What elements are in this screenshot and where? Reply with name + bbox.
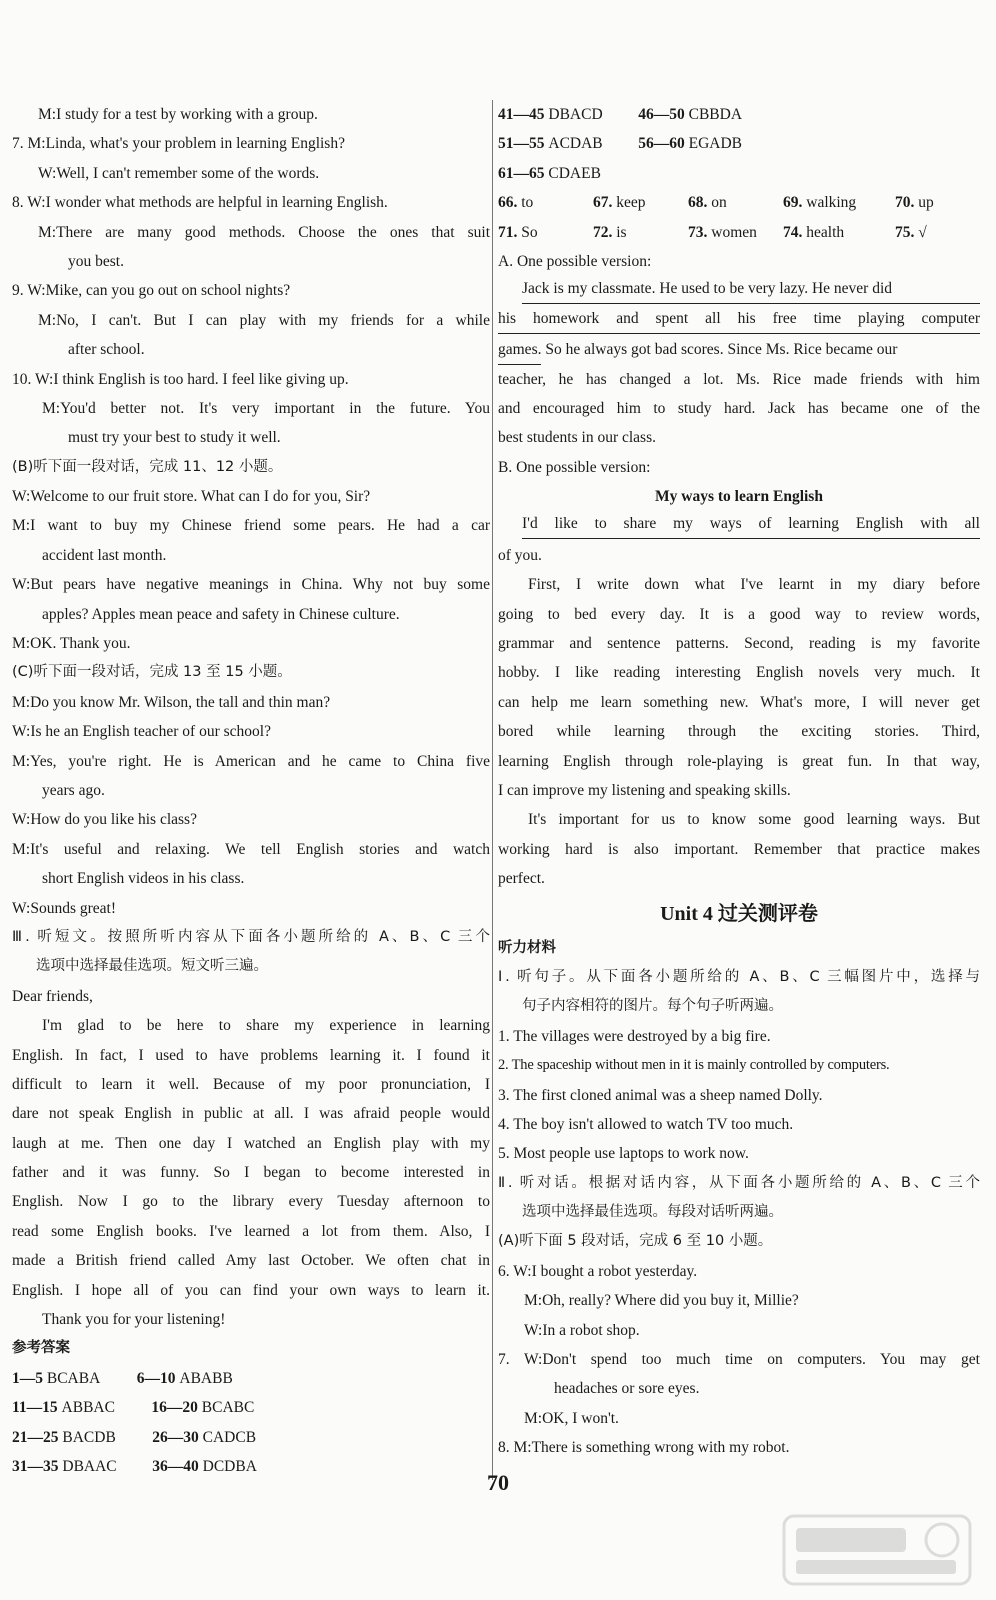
section-instruction: Ⅲ. 听短文。按照所听内容从下面各小题所给的 A、B、C 三个 xyxy=(12,928,490,945)
underlined-text: Jack is my classmate. He used to be very lazy. He never did xyxy=(522,276,980,304)
essay-line: going to bed every day. It is a good way to review words, xyxy=(498,605,980,623)
essay-line: It's important for us to know some good learning ways. But xyxy=(528,811,980,829)
answer-range: 56—60 xyxy=(638,135,685,153)
dialogue-line: M:There are many good methods. Choose the ones that suit xyxy=(38,223,490,241)
passage-line: I'm glad to be here to share my experience in learning xyxy=(42,1017,490,1035)
answer-range: 36—40 xyxy=(152,1457,199,1475)
essay-line: can help me learn something new. What's more, I will never get xyxy=(498,693,980,711)
dialogue-line: years ago. xyxy=(42,781,105,799)
answer-letters: BACDB xyxy=(62,1428,116,1446)
dialogue-line: you best. xyxy=(68,252,124,270)
passage-line: made a British friend called Amy last October. We often chat in xyxy=(12,1252,490,1270)
answer-row xyxy=(498,159,980,188)
answer-row xyxy=(498,129,980,158)
answer-range: 51—55 xyxy=(498,135,545,153)
section-instruction: 选项中选择最佳选项。每段对话听两遍。 xyxy=(522,1204,783,1221)
essay-line: grammar and sentence patterns. Second, reading is my favorite xyxy=(498,635,980,653)
answer-range: 61—65 xyxy=(498,164,545,182)
dialogue-line: headaches or sore eyes. xyxy=(554,1380,700,1398)
listening-sentence: 5. Most people use laptops to work now. xyxy=(498,1145,749,1163)
answer-row xyxy=(498,100,980,129)
essay-line xyxy=(498,511,980,540)
underlined-text: of you. xyxy=(498,543,542,570)
essay-line: working hard is also important. Remember that practice makes xyxy=(498,840,980,858)
answer-letters: ABABB xyxy=(179,1369,233,1387)
page-number: 70 xyxy=(487,1470,509,1495)
underlined-text: games. xyxy=(498,337,541,364)
answer-letters: BCABA xyxy=(46,1369,101,1387)
passage-line: English. Now I go to the library every Tuesday afternoon to xyxy=(12,1193,490,1211)
answer-letters: DBAAC xyxy=(62,1457,117,1475)
answer-range: 41—45 xyxy=(498,106,545,123)
essay-line xyxy=(498,276,980,305)
essay-line: First, I write down what I've learnt in my diary before xyxy=(528,576,980,594)
dialogue-line: M:You'd better not. It's very important in the future. You xyxy=(42,399,490,417)
essay-title xyxy=(498,482,980,511)
underlined-text: I'd like to share my ways of learning English with all xyxy=(522,511,980,539)
fill-answer: 73. women xyxy=(688,223,757,241)
section-instruction: (C)听下面一段对话，完成 13 至 15 小题。 xyxy=(12,664,292,681)
watermark-logo xyxy=(782,1514,972,1586)
fill-answer: 70. up xyxy=(895,194,934,212)
section-instruction: 句子内容相符的图片。每个句子听两遍。 xyxy=(522,998,783,1015)
section-heading: 听力材料 xyxy=(498,939,556,956)
answer-range: 26—30 xyxy=(152,1428,199,1446)
dialogue-line: M:OK, I won't. xyxy=(524,1409,619,1427)
dialogue-line: M:No, I can't. But I can play with my friends for a while xyxy=(38,311,490,329)
fill-answer: 74. health xyxy=(783,223,845,241)
passage-line: difficult to learn it well. Because of my poor pronunciation, I xyxy=(12,1075,490,1093)
answer-row xyxy=(12,1423,490,1452)
dialogue-line: 8. M:There is something wrong with my robot. xyxy=(498,1439,790,1457)
essay-line: teacher, he has changed a lot. Ms. Rice made friends with him xyxy=(498,370,980,388)
dialogue-line: W:Sounds great! xyxy=(12,899,117,917)
answer-range: 6—10 xyxy=(136,1369,176,1387)
dialogue-line: M:It's useful and relaxing. We tell English stories and watch xyxy=(12,840,490,858)
answer-range: 11—15 xyxy=(12,1399,58,1417)
dialogue-line: after school. xyxy=(68,341,145,359)
answer-letters: ACDAB xyxy=(548,135,603,153)
listening-sentence: 3. The first cloned animal was a sheep named Dolly. xyxy=(498,1086,823,1104)
dialogue-line: M:Oh, really? Where did you buy it, Millie? xyxy=(524,1292,799,1310)
dialogue-line: 7. W:Don't spend too much time on computers. You may get xyxy=(498,1351,980,1369)
essay-line xyxy=(498,541,980,570)
essay-label: A. One possible version: xyxy=(498,252,652,270)
section-instruction: Ⅰ. 听句子。从下面各小题所给的 A、B、C 三幅图片中，选择与 xyxy=(498,968,980,985)
essay-line: learning English through role-playing is great fun. In that way, xyxy=(498,752,980,770)
fill-answer: 69. walking xyxy=(783,194,857,212)
fill-answer: 72. is xyxy=(593,223,627,241)
unit-title: Unit 4 过关测评卷 xyxy=(660,902,818,925)
answer-range: 1—5 xyxy=(12,1369,43,1387)
dialogue-line: W:Is he an English teacher of our school? xyxy=(12,723,271,741)
dialogue-line: W:But pears have negative meanings in China. Why not buy some xyxy=(12,576,490,594)
dialogue-line: must try your best to study it well. xyxy=(68,429,281,447)
underlined-text: his homework and spent all his free time playing computer xyxy=(498,306,980,334)
essay-line: bored while learning through the exciting stories. Third, xyxy=(498,723,980,741)
answer-range: 21—25 xyxy=(12,1428,59,1446)
section-instruction: Ⅱ. 听对话。根据对话内容，从下面各小题所给的 A、B、C 三个 xyxy=(498,1174,980,1191)
dialogue-line: 10. W:I think English is too hard. I feel like giving up. xyxy=(12,370,349,388)
section-instruction: 选项中选择最佳选项。短文听三遍。 xyxy=(36,958,268,975)
section-instruction: (A)听下面 5 段对话，完成 6 至 10 小题。 xyxy=(498,1233,773,1250)
answer-letters: BCABC xyxy=(201,1399,255,1417)
left-column xyxy=(12,100,490,1481)
right-column xyxy=(498,100,980,1463)
dialogue-line: 9. W:Mike, can you go out on school nights? xyxy=(12,282,291,300)
answer-range: 31—35 xyxy=(12,1457,59,1475)
fill-answer: 75. √ xyxy=(895,223,927,241)
fill-answer: 71. So xyxy=(498,223,538,241)
answer-letters: CADCB xyxy=(202,1428,257,1446)
dialogue-line: M:OK. Thank you. xyxy=(12,635,131,653)
essay-text: So he always got bad scores. Since Ms. Rice became our xyxy=(541,341,898,359)
essay-line: perfect. xyxy=(498,870,545,888)
watermark-icon xyxy=(782,1514,972,1586)
dialogue-line: apples? Apples mean peace and safety in Chinese culture. xyxy=(42,605,400,623)
answer-row xyxy=(12,1364,490,1393)
dialogue-line: W:How do you like his class? xyxy=(12,811,197,829)
essay-line xyxy=(498,335,980,364)
passage-line: English. I hope all of you can find your own ways to learn it. xyxy=(12,1281,490,1299)
passage-line: father and it was funny. So I began to become interested in xyxy=(12,1164,490,1182)
section-instruction: (B)听下面一段对话，完成 11、12 小题。 xyxy=(12,458,283,475)
answer-letters: DBACD xyxy=(548,106,603,123)
essay-title-text: My ways to learn English xyxy=(655,484,823,511)
passage-line: read some English books. I've learned a lot from them. Also, I xyxy=(12,1222,490,1240)
essay-line: and encouraged him to study hard. Jack has became one of the xyxy=(498,399,980,417)
answer-row xyxy=(12,1393,490,1422)
dialogue-line: short English videos in his class. xyxy=(42,870,245,888)
passage-line: dare not speak English in public at all. I was afraid people would xyxy=(12,1105,490,1123)
fill-answer: 66. to xyxy=(498,194,534,212)
dialogue-line: M:Do you know Mr. Wilson, the tall and thin man? xyxy=(12,693,331,711)
fill-answer: 68. on xyxy=(688,194,727,212)
dialogue-line: 7. M:Linda, what's your problem in learning English? xyxy=(12,135,345,153)
answer-letters: DCDBA xyxy=(202,1457,257,1475)
dialogue-line: accident last month. xyxy=(42,546,167,564)
answer-letters: CDAEB xyxy=(548,164,601,182)
dialogue-line: W:Welcome to our fruit store. What can I do for you, Sir? xyxy=(12,488,371,506)
answer-letters: EGADB xyxy=(688,135,743,153)
fill-answer-row xyxy=(498,218,980,247)
dialogue-line: W:In a robot shop. xyxy=(524,1321,640,1339)
essay-label: B. One possible version: xyxy=(498,458,651,476)
answer-key-heading: 参考答案 xyxy=(12,1340,70,1357)
fill-answer-row xyxy=(498,188,980,217)
listening-sentence: 1. The villages were destroyed by a big fire. xyxy=(498,1027,771,1045)
dialogue-line: 8. W:I wonder what methods are helpful in learning English. xyxy=(12,194,388,212)
answer-range: 46—50 xyxy=(638,106,685,123)
passage-line: English. In fact, I used to have problems learning it. I found it xyxy=(12,1046,490,1064)
essay-line: I can improve my listening and speaking skills. xyxy=(498,781,791,799)
dialogue-line: M:I want to buy my Chinese friend some pears. He had a car xyxy=(12,517,490,535)
answer-letters: ABBAC xyxy=(61,1399,115,1417)
listening-sentence: 2. The spaceship without men in it is mainly controlled by computers. xyxy=(498,1057,890,1074)
column-divider xyxy=(492,100,493,1480)
dialogue-line: M:I study for a test by working with a group. xyxy=(38,106,318,123)
passage-line: laugh at me. Then one day I watched an English play with my xyxy=(12,1134,490,1152)
fill-answer: 67. keep xyxy=(593,194,646,212)
passage-line: Thank you for your listening! xyxy=(42,1311,226,1329)
answer-range: 16—20 xyxy=(151,1399,198,1417)
essay-line: hobby. I like reading interesting English novels very much. It xyxy=(498,664,980,682)
essay-line: best students in our class. xyxy=(498,429,656,447)
listening-sentence: 4. The boy isn't allowed to watch TV too much. xyxy=(498,1115,794,1133)
dialogue-line: W:Well, I can't remember some of the words. xyxy=(38,164,320,182)
passage-line: Dear friends, xyxy=(12,987,93,1005)
dialogue-line: 6. W:I bought a robot yesterday. xyxy=(498,1262,698,1280)
dialogue-line: M:Yes, you're right. He is American and he came to China five xyxy=(12,752,490,770)
essay-line xyxy=(498,306,980,335)
answer-letters: CBBDA xyxy=(688,106,743,123)
